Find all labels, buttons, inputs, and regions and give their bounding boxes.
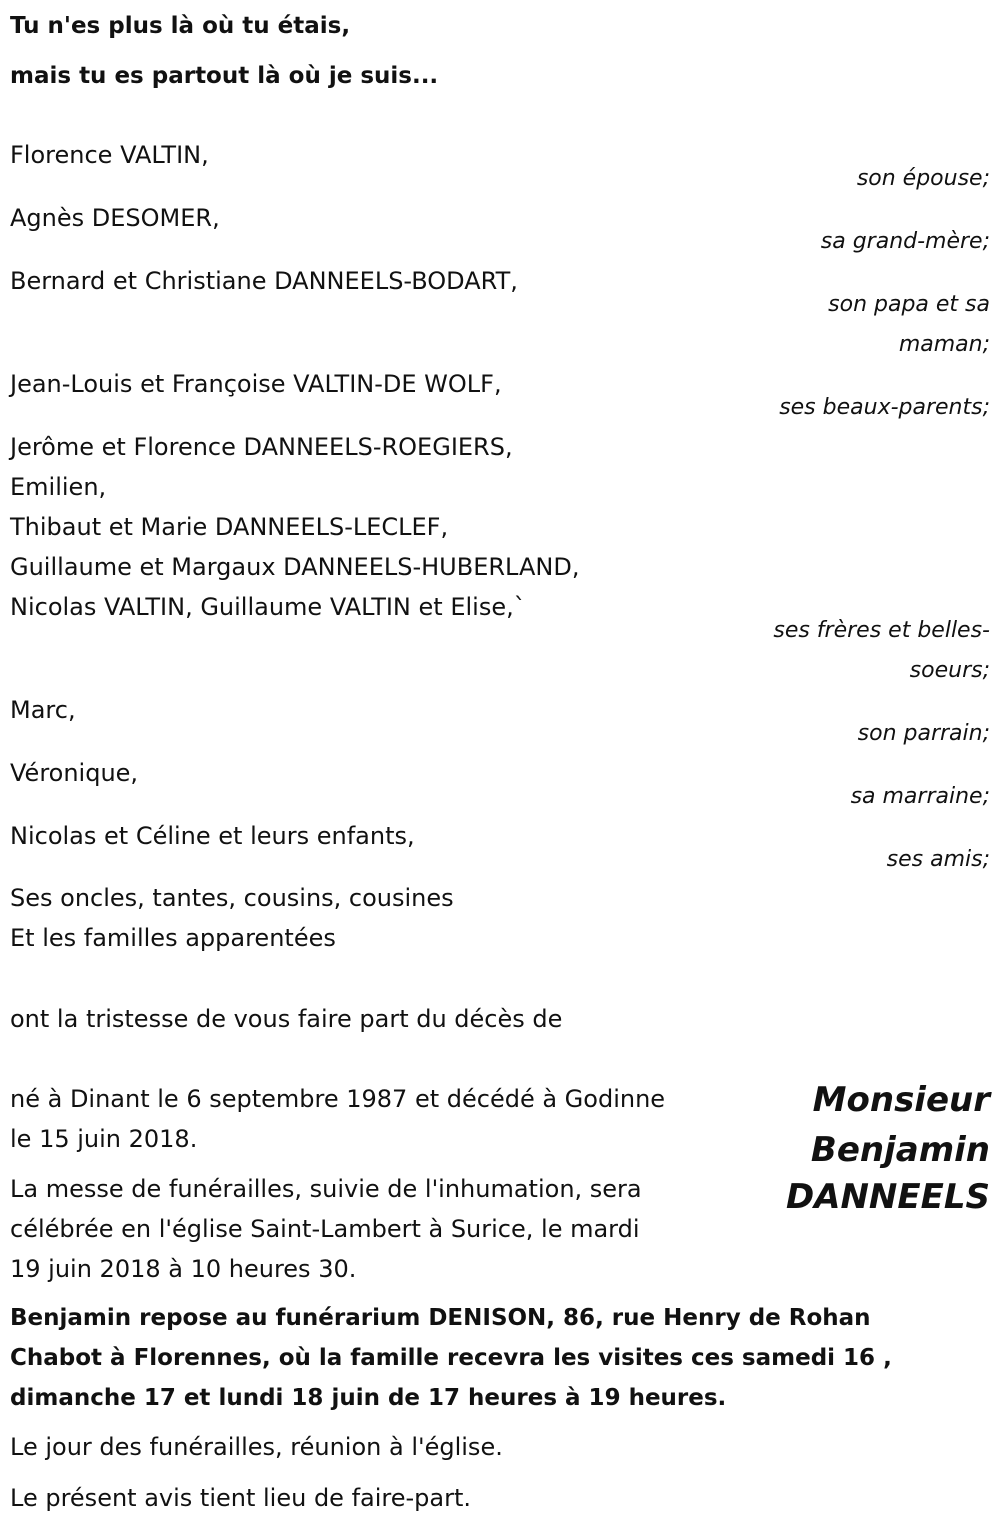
extended-family-line-1: Ses oncles, tantes, cousins, cousines [10,884,454,912]
birth-death-line-2: le 15 juin 2018. [10,1125,198,1153]
visitation-line-1: Benjamin repose au funérarium DENISON, 86, rue Henry de Rohan [10,1305,871,1331]
extended-family-line-2: Et les familles apparentées [10,924,336,952]
family-name-parents: Bernard et Christiane DANNEELS-BODART, [10,267,518,295]
funeral-line-3: 19 juin 2018 à 10 heures 30. [10,1255,357,1283]
closing-text: Le présent avis tient lieu de faire-part. [10,1484,472,1512]
family-name-friends: Nicolas et Céline et leurs enfants, [10,822,415,850]
family-relation-siblings-line-1: ses frères et belles- [773,618,990,643]
family-name-sibling: Nicolas VALTIN, Guillaume VALTIN et Elise,` [10,593,526,621]
visitation-line-2: Chabot à Florennes, où la famille recevra les visites ces samedi 16 , [10,1345,892,1371]
deceased-title: Monsieur [812,1080,990,1120]
family-relation-parents-line-2: maman; [898,332,990,357]
family-name-sibling: Jerôme et Florence DANNEELS-ROEGIERS, [10,433,513,461]
announcement-text: ont la tristesse de vous faire part du décès de [10,1005,563,1033]
epigraph-line-1: Tu n'es plus là où tu étais, [10,13,351,39]
birth-death-line-1: né à Dinant le 6 septembre 1987 et décédé à Godinne [10,1085,666,1113]
family-relation-spouse: son épouse; [856,166,990,191]
family-relation-parents-line-1: son papa et sa [828,292,990,317]
deceased-first-name: Benjamin [810,1130,990,1170]
epigraph-line-2: mais tu es partout là où je suis... [10,63,439,89]
family-relation-siblings-line-2: soeurs; [909,658,990,683]
family-name-sibling: Guillaume et Margaux DANNEELS-HUBERLAND, [10,553,580,581]
family-relation-in-laws: ses beaux-parents; [779,395,990,420]
funeral-line-2: célébrée en l'église Saint-Lambert à Surice, le mardi [10,1215,640,1243]
family-name-sibling: Thibaut et Marie DANNEELS-LECLEF, [10,513,449,541]
family-relation-friends: ses amis; [886,847,990,872]
family-name-godfather: Marc, [10,696,76,724]
family-relation-godfather: son parrain; [857,721,990,746]
visitation-line-3: dimanche 17 et lundi 18 juin de 17 heures à 19 heures. [10,1385,727,1411]
family-name-grandmother: Agnès DESOMER, [10,204,220,232]
meeting-text: Le jour des funérailles, réunion à l'église. [10,1433,503,1461]
family-relation-grandmother: sa grand-mère; [820,229,990,254]
family-name-in-laws: Jean-Louis et Françoise VALTIN-DE WOLF, [10,370,502,398]
family-name-godmother: Véronique, [10,759,139,787]
deceased-last-name: DANNEELS [785,1177,990,1217]
family-relation-godmother: sa marraine; [850,784,990,809]
family-name-sibling: Emilien, [10,473,107,501]
funeral-line-1: La messe de funérailles, suivie de l'inhumation, sera [10,1175,642,1203]
family-name-spouse: Florence VALTIN, [10,141,209,169]
